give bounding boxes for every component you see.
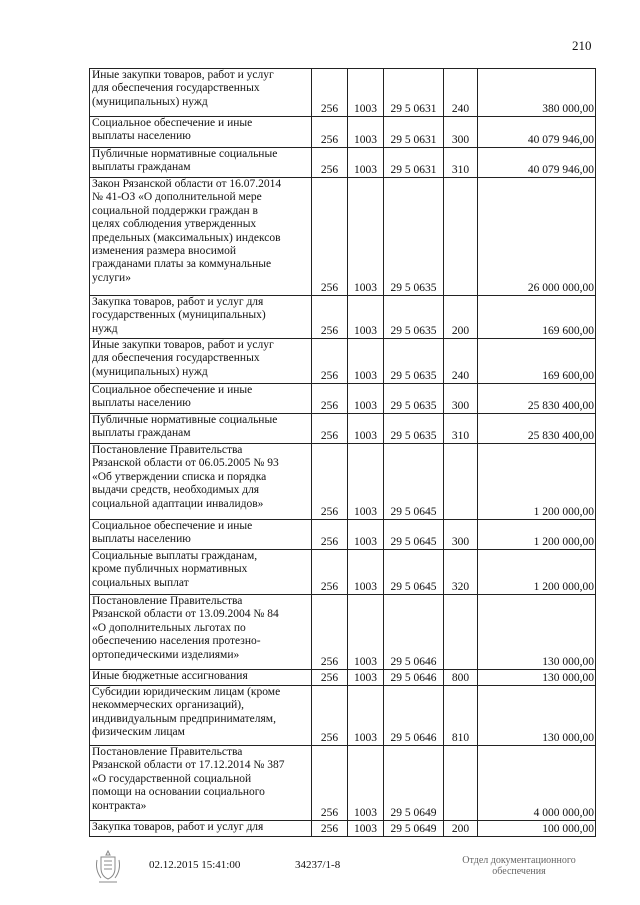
row-csr: 29 5 0635 <box>384 178 444 296</box>
row-sum: 40 079 946,00 <box>478 148 596 178</box>
row-rz: 1003 <box>348 117 384 148</box>
row-sum: 1 200 000,00 <box>478 444 596 520</box>
coat-of-arms-icon <box>93 848 123 886</box>
row-ved: 256 <box>312 148 348 178</box>
row-rz: 1003 <box>348 670 384 686</box>
table-row <box>90 148 596 178</box>
row-rz: 1003 <box>348 69 384 117</box>
row-name: Публичные нормативные социальные выплаты гражданам <box>90 414 312 444</box>
row-sum: 1 200 000,00 <box>478 550 596 595</box>
table-row <box>90 520 596 550</box>
row-ved: 256 <box>312 69 348 117</box>
row-name: Иные бюджетные ассигнования <box>90 670 312 686</box>
row-name: Социальное обеспечение и иные выплаты населению <box>90 384 312 414</box>
footer-department-line1: Отдел документационного <box>462 855 576 866</box>
row-vr: 200 <box>444 296 478 339</box>
row-sum: 1 200 000,00 <box>478 520 596 550</box>
row-csr: 29 5 0649 <box>384 746 444 821</box>
table-row <box>90 339 596 384</box>
row-vr <box>444 444 478 520</box>
footer-department <box>444 855 594 877</box>
table-row <box>90 746 596 821</box>
row-sum: 169 600,00 <box>478 296 596 339</box>
row-rz: 1003 <box>348 686 384 746</box>
table-row <box>90 296 596 339</box>
row-rz: 1003 <box>348 550 384 595</box>
row-vr: 300 <box>444 384 478 414</box>
table-row <box>90 550 596 595</box>
row-ved: 256 <box>312 178 348 296</box>
row-vr <box>444 595 478 670</box>
table-row <box>90 384 596 414</box>
row-sum: 380 000,00 <box>478 69 596 117</box>
budget-table <box>89 68 596 837</box>
row-ved: 256 <box>312 520 348 550</box>
row-name: Публичные нормативные социальные выплаты гражданам <box>90 148 312 178</box>
row-sum: 25 830 400,00 <box>478 384 596 414</box>
row-name: Иные закупки товаров, работ и услуг для обеспечения государственных (муниципальных) нужд <box>90 69 312 117</box>
row-rz: 1003 <box>348 339 384 384</box>
row-sum: 130 000,00 <box>478 686 596 746</box>
row-name: Субсидии юридическим лицам (кроме некоммерческих организаций), индивидуальным предпринимателям, физическим лицам <box>90 686 312 746</box>
row-sum: 130 000,00 <box>478 595 596 670</box>
page-number: 210 <box>572 38 592 53</box>
row-name: Социальные выплаты гражданам, кроме публичных нормативных социальных выплат <box>90 550 312 595</box>
row-sum: 169 600,00 <box>478 339 596 384</box>
table-row <box>90 595 596 670</box>
row-csr: 29 5 0646 <box>384 595 444 670</box>
table-row <box>90 444 596 520</box>
row-ved: 256 <box>312 117 348 148</box>
row-sum: 100 000,00 <box>478 821 596 837</box>
row-ved: 256 <box>312 296 348 339</box>
row-ved: 256 <box>312 414 348 444</box>
row-rz: 1003 <box>348 178 384 296</box>
row-name: Постановление Правительства Рязанской области от 17.12.2014 № 387 «О государственной социальной помощи на основании социального контракта» <box>90 746 312 821</box>
row-name: Социальное обеспечение и иные выплаты населению <box>90 117 312 148</box>
row-csr: 29 5 0646 <box>384 686 444 746</box>
row-rz: 1003 <box>348 148 384 178</box>
row-vr: 800 <box>444 670 478 686</box>
row-sum: 25 830 400,00 <box>478 414 596 444</box>
row-vr: 310 <box>444 414 478 444</box>
row-name: Постановление Правительства Рязанской области от 13.09.2004 № 84 «О дополнительных льготах по обеспечению населения протезно- ортопедическими изделиями» <box>90 595 312 670</box>
row-vr: 240 <box>444 339 478 384</box>
row-name: Закупка товаров, работ и услуг для <box>90 821 312 837</box>
row-rz: 1003 <box>348 821 384 837</box>
row-ved: 256 <box>312 670 348 686</box>
table-row <box>90 178 596 296</box>
row-vr: 300 <box>444 520 478 550</box>
footer-doc-code: 34237/1-8 <box>295 859 341 871</box>
table-row <box>90 821 596 837</box>
row-csr: 29 5 0645 <box>384 520 444 550</box>
row-rz: 1003 <box>348 520 384 550</box>
row-ved: 256 <box>312 339 348 384</box>
row-ved: 256 <box>312 444 348 520</box>
row-rz: 1003 <box>348 444 384 520</box>
row-vr: 810 <box>444 686 478 746</box>
row-csr: 29 5 0645 <box>384 444 444 520</box>
row-name: Постановление Правительства Рязанской области от 06.05.2005 № 93 «Об утверждении списка и порядка выдачи средств, необходимых для социальной адаптации инвалидов» <box>90 444 312 520</box>
row-ved: 256 <box>312 595 348 670</box>
table-row <box>90 69 596 117</box>
row-rz: 1003 <box>348 296 384 339</box>
row-vr: 310 <box>444 148 478 178</box>
footer-datetime: 02.12.2015 15:41:00 <box>149 859 241 871</box>
row-csr: 29 5 0646 <box>384 670 444 686</box>
row-sum: 26 000 000,00 <box>478 178 596 296</box>
row-ved: 256 <box>312 384 348 414</box>
row-csr: 29 5 0631 <box>384 148 444 178</box>
row-csr: 29 5 0645 <box>384 550 444 595</box>
row-name: Закон Рязанской области от 16.07.2014 № 41-ОЗ «О дополнительной мере социальной поддержки граждан в целях соблюдения утвержденных предельных (максимальных) индексов изменения размера вносимой гражданами платы за коммунальные услуги» <box>90 178 312 296</box>
row-csr: 29 5 0649 <box>384 821 444 837</box>
table-row <box>90 670 596 686</box>
row-ved: 256 <box>312 550 348 595</box>
table-row <box>90 117 596 148</box>
row-rz: 1003 <box>348 414 384 444</box>
row-vr <box>444 746 478 821</box>
row-csr: 29 5 0635 <box>384 384 444 414</box>
row-vr: 320 <box>444 550 478 595</box>
row-vr: 200 <box>444 821 478 837</box>
row-csr: 29 5 0635 <box>384 296 444 339</box>
row-rz: 1003 <box>348 595 384 670</box>
row-ved: 256 <box>312 686 348 746</box>
row-sum: 130 000,00 <box>478 670 596 686</box>
row-name: Закупка товаров, работ и услуг для государственных (муниципальных) нужд <box>90 296 312 339</box>
row-sum: 4 000 000,00 <box>478 746 596 821</box>
row-vr: 240 <box>444 69 478 117</box>
row-ved: 256 <box>312 746 348 821</box>
row-csr: 29 5 0631 <box>384 117 444 148</box>
row-rz: 1003 <box>348 746 384 821</box>
row-vr: 300 <box>444 117 478 148</box>
row-ved: 256 <box>312 821 348 837</box>
row-csr: 29 5 0631 <box>384 69 444 117</box>
footer-department-line2: обеспечения <box>492 866 546 877</box>
row-name: Иные закупки товаров, работ и услуг для обеспечения государственных (муниципальных) нужд <box>90 339 312 384</box>
row-vr <box>444 178 478 296</box>
row-csr: 29 5 0635 <box>384 414 444 444</box>
row-csr: 29 5 0635 <box>384 339 444 384</box>
row-name: Социальное обеспечение и иные выплаты населению <box>90 520 312 550</box>
row-rz: 1003 <box>348 384 384 414</box>
table-row <box>90 414 596 444</box>
table-row <box>90 686 596 746</box>
row-sum: 40 079 946,00 <box>478 117 596 148</box>
